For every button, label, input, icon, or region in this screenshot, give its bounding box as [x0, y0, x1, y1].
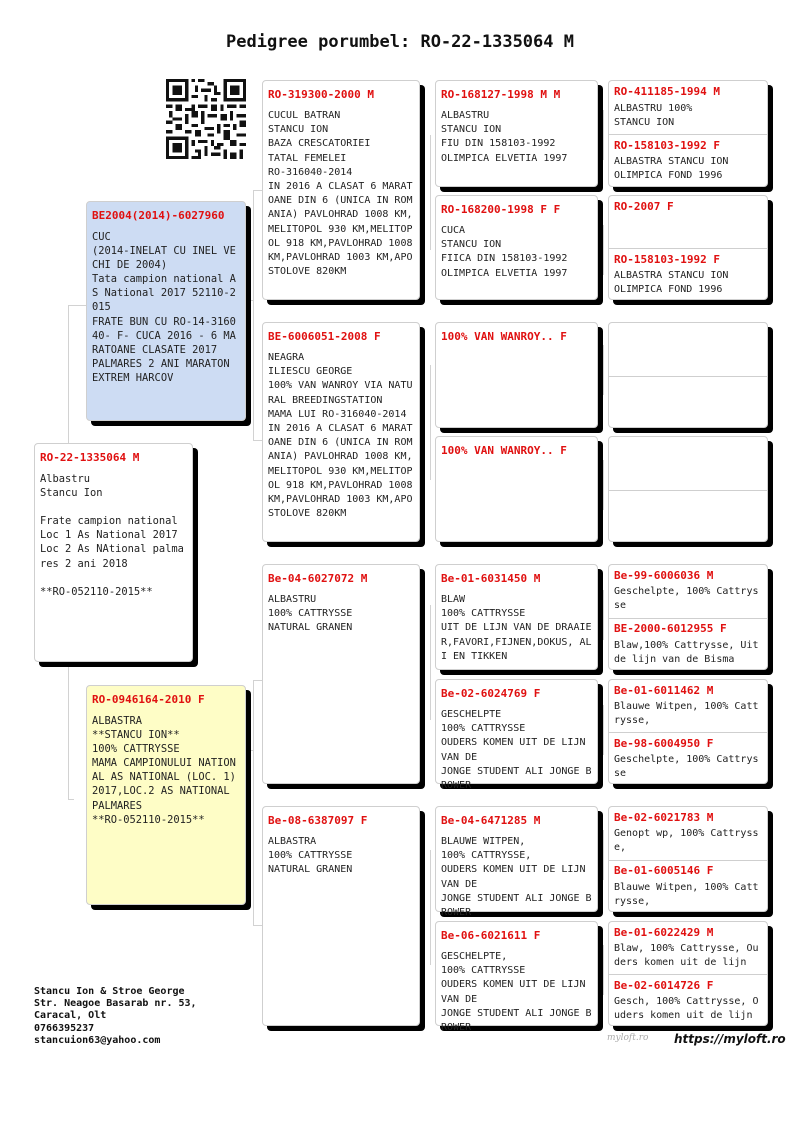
connector-line	[430, 365, 431, 480]
gen3-card[interactable]	[435, 322, 598, 428]
gen4-ring: RO-2007 F	[614, 200, 674, 213]
subject-card[interactable]	[34, 443, 193, 662]
gen4-ring: BE-2000-6012955 F	[614, 622, 727, 635]
connector-line	[253, 190, 254, 440]
connector-line	[603, 830, 604, 880]
connector-line	[430, 135, 431, 250]
gen2-card[interactable]	[262, 80, 420, 300]
subject-ring: RO-22-1335064 M	[40, 451, 140, 464]
gen3-ring: 100% VAN WANROY.. F	[441, 444, 567, 457]
myloft-logo: myloft.ro	[607, 1033, 649, 1043]
gen4-pair-card	[608, 921, 768, 1026]
gen3-card[interactable]	[435, 436, 598, 542]
gen4-divider	[609, 974, 767, 975]
connector-line	[430, 850, 431, 965]
gen4-divider	[609, 134, 767, 135]
gen3-card[interactable]	[435, 195, 598, 300]
gen4-ring: Be-98-6004950 F	[614, 737, 714, 750]
sire-card[interactable]	[86, 201, 246, 421]
gen4-divider	[609, 732, 767, 733]
gen4-pair-card	[608, 564, 768, 670]
connector-line	[430, 605, 431, 720]
gen2-ring: BE-6006051-2008 F	[268, 330, 381, 343]
gen2-ring: Be-04-6027072 M	[268, 572, 368, 585]
gen2-details: ALBASTRA 100% CATTRYSSE NATURAL GRANEN	[268, 836, 353, 876]
gen4-divider	[609, 860, 767, 861]
gen3-card[interactable]	[435, 679, 598, 792]
gen3-ring: RO-168127-1998 M M	[441, 88, 561, 101]
gen4-pair-card	[608, 322, 768, 428]
dam-details: ALBASTRA **STANCU ION** 100% CATTRYSSE MAMA CAMPIONULUI NATIONAL AS NATIONAL (LOC. 1) 2017,LOC.2 AS NATIONAL PALMARES **RO-052110-2015**	[92, 715, 236, 826]
gen4-ring: Be-99-6006036 M	[614, 569, 714, 582]
gen4-pair-card	[608, 80, 768, 187]
gen4-ring: RO-158103-1992 F	[614, 253, 720, 266]
gen4-pair-card	[608, 806, 768, 912]
gen3-details: ALBASTRU STANCU ION FIU DIN 158103-1992 OLIMPICA ELVETIA 1997	[441, 110, 568, 164]
gen3-ring: Be-06-6021611 F	[441, 929, 541, 942]
gen4-details: Genopt wp, 100% Cattrysse,	[614, 828, 759, 854]
connector-line	[603, 460, 604, 510]
gen4-details: Blauwe Witpen, 100% Cattrysse,	[614, 701, 759, 727]
gen4-ring: Be-01-6011462 M	[614, 684, 714, 697]
gen3-details: BLAW 100% CATTRYSSE UIT DE LIJN VAN DE DRAAIER,FAVORI,FIJNEN,DOKUS, ALI EN TIKKEN	[441, 594, 592, 662]
page-title: Pedigree porumbel: RO-22-1335064 M	[226, 32, 574, 52]
gen4-divider	[609, 490, 767, 491]
gen4-pair-card	[608, 436, 768, 542]
connector-line	[253, 680, 254, 925]
qr-code	[166, 79, 246, 159]
connector-line	[603, 345, 604, 395]
gen4-details: Blauwe Witpen, 100% Cattrysse,	[614, 882, 759, 908]
gen3-details: BLAUWE WITPEN, 100% CATTRYSSE, OUDERS KOMEN UIT DE LIJN VAN DE JONGE STUDENT ALI JONGE BROWER	[441, 836, 592, 919]
gen3-card[interactable]	[435, 806, 598, 919]
gen4-divider	[609, 376, 767, 377]
gen2-details: NEAGRA ILIESCU GEORGE 100% VAN WANROY VIA NATURAL BREEDINGSTATION MAMA LUI RO-316040-2014 IN 2016 A CLASAT 6 MARATOANE DIN 6 (UNICA IN ROMANIA) PAVLOHRAD 1008 KM,MELITOPOL 930 KM,MELITOPOL 918 KM,PAVLOHRAD 1008 KM,PAVLOHRAD 1003 KM,APOSTOLOVE 820KM	[268, 352, 413, 520]
sire-ring: BE2004(2014)-6027960	[92, 209, 225, 222]
gen3-card[interactable]	[435, 921, 598, 1034]
gen4-divider	[609, 248, 767, 249]
gen2-details: CUCUL BATRAN STANCU ION BAZA CRESCATORIEI TATAL FEMELEI RO-316040-2014 IN 2016 A CLASAT 6 MARATOANE DIN 6 (UNICA IN ROMANIA) PAVLOHRAD 1008 KM,MELITOPOL 930 KM,MELITOPOL 918 KM,PAVLOHRAD 1008 KM,PAVLOHRAD 1003 KM,APOSTOLOVE 820KM	[268, 110, 413, 278]
gen4-divider	[609, 618, 767, 619]
gen3-details: GESCHELPTE 100% CATTRYSSE OUDERS KOMEN UIT DE LIJN VAN DE JONGE STUDENT ALI JONGE BROWER	[441, 709, 592, 792]
gen3-card[interactable]	[435, 80, 598, 187]
gen3-ring: Be-04-6471285 M	[441, 814, 541, 827]
connector-line	[603, 110, 604, 160]
gen4-ring: Be-02-6021783 M	[614, 811, 714, 824]
gen2-card[interactable]	[262, 806, 420, 1026]
connector-line	[68, 305, 86, 306]
gen2-card[interactable]	[262, 322, 420, 542]
website-link[interactable]: https://myloft.ro	[674, 1032, 786, 1046]
gen4-details: Blaw, 100% Cattrysse, Ouders komen uit de lijn	[614, 943, 759, 969]
gen4-ring: RO-158103-1992 F	[614, 139, 720, 152]
connector-line	[603, 945, 604, 995]
gen4-details: Geschelpte, 100% Cattrysse	[614, 754, 759, 780]
gen3-ring: RO-168200-1998 F F	[441, 203, 561, 216]
gen3-ring: 100% VAN WANROY.. F	[441, 330, 567, 343]
gen4-pair-card	[608, 195, 768, 300]
gen4-details: ALBASTRA STANCU ION OLIMPICA FOND 1996	[614, 270, 729, 296]
gen4-details: Geschelpte, 100% Cattrysse	[614, 586, 759, 612]
gen4-ring: RO-411185-1994 M	[614, 85, 720, 98]
gen4-ring: Be-02-6014726 F	[614, 979, 714, 992]
gen3-details: GESCHELPTE, 100% CATTRYSSE OUDERS KOMEN UIT DE LIJN VAN DE JONGE STUDENT ALI JONGE BROWER	[441, 951, 592, 1034]
connector-line	[603, 225, 604, 275]
sire-details: CUC (2014-INELAT CU INEL VECHI DE 2004) Tata campion national AS National 2017 52110-2015 FRATE BUN CU RO-14-316040- F- CUCA 2016 - 6 MARATOANE CLASATE 2017 PALMARES 2 ANI MARATON EXTREM HARCOV	[92, 231, 236, 384]
gen4-ring: Be-01-6022429 M	[614, 926, 714, 939]
gen2-ring: Be-08-6387097 F	[268, 814, 368, 827]
connector-line	[246, 750, 253, 751]
gen3-ring: Be-01-6031450 M	[441, 572, 541, 585]
subject-details: Albastru Stancu Ion Frate campion national Loc 1 As National 2017 Loc 2 As NAtional palmares 2 ani 2018 **RO-052110-2015**	[40, 473, 184, 598]
gen4-ring: Be-01-6005146 F	[614, 864, 714, 877]
gen2-details: ALBASTRU 100% CATTRYSSE NATURAL GRANEN	[268, 594, 353, 634]
connector-line	[603, 590, 604, 640]
gen4-details: ALBASTRA STANCU ION OLIMPICA FOND 1996	[614, 156, 729, 182]
dam-ring: RO-0946164-2010 F	[92, 693, 205, 706]
connector-line	[246, 300, 253, 301]
dam-card[interactable]	[86, 685, 246, 905]
gen3-card[interactable]	[435, 564, 598, 670]
gen3-details: CUCA STANCU ION FIICA DIN 158103-1992 OLIMPICA ELVETIA 1997	[441, 225, 568, 279]
breeder-contact: Stancu Ion & Stroe George Str. Neagoe Basarab nr. 53, Caracal, Olt 0766395237 stancuion63@yahoo.com	[34, 986, 197, 1046]
gen4-details: Gesch, 100% Cattrysse, Ouders komen uit de lijn	[614, 996, 759, 1022]
connector-line	[603, 705, 604, 755]
gen2-card[interactable]	[262, 564, 420, 784]
gen4-details: ALBASTRU 100% STANCU ION	[614, 103, 693, 129]
gen3-ring: Be-02-6024769 F	[441, 687, 541, 700]
gen4-pair-card	[608, 679, 768, 784]
gen4-details: Blaw,100% Cattrysse, Uit de lijn van de Bisma	[614, 640, 765, 666]
gen2-ring: RO-319300-2000 M	[268, 88, 374, 101]
connector-line	[68, 799, 74, 800]
